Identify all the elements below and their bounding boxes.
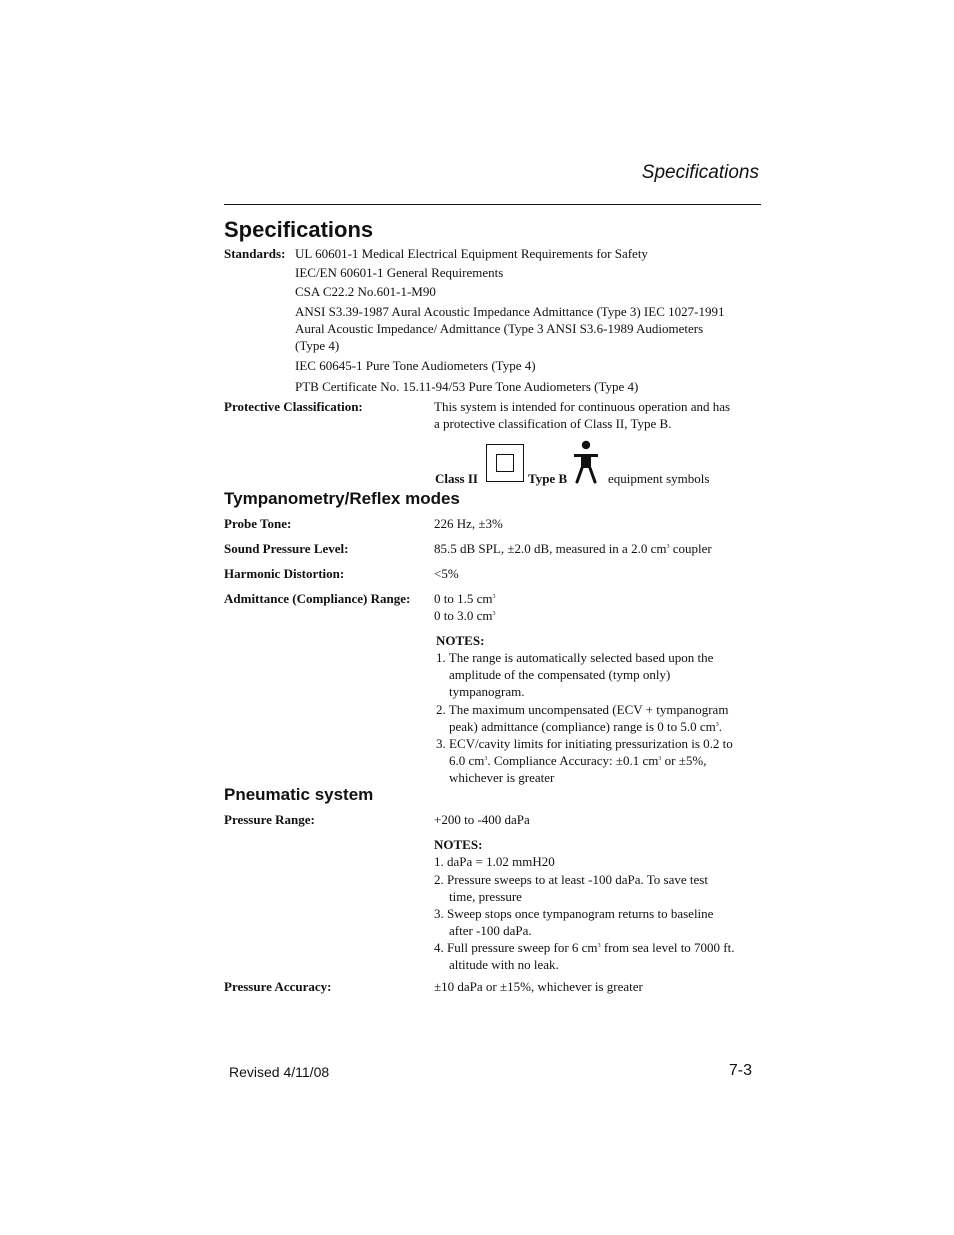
note-item: 3. Sweep stops once tympanogram returns to baseline bbox=[434, 906, 714, 921]
note-item: 2. The maximum uncompensated (ECV + tympanogram bbox=[436, 702, 729, 717]
page-number: 7-3 bbox=[728, 1062, 752, 1079]
standard-item: IEC/EN 60601-1 General Requirements bbox=[295, 265, 504, 280]
standard-item: CSA C22.2 No.601-1-M90 bbox=[295, 284, 436, 299]
note-item: after -100 daPa. bbox=[449, 923, 532, 938]
protective-text: This system is intended for continuous operation and has bbox=[434, 399, 731, 414]
note-item: amplitude of the compensated (tymp only) bbox=[449, 667, 671, 682]
pressure-accuracy-value: ±10 daPa or ±15%, whichever is greater bbox=[434, 979, 643, 994]
probe-tone-value: 226 Hz, ±3% bbox=[434, 516, 503, 531]
standard-item: UL 60601-1 Medical Electrical Equipment Requirements for Safety bbox=[295, 246, 648, 261]
class-ii-label: Class II bbox=[435, 471, 478, 486]
section-heading-tympanometry: Tympanometry/Reflex modes bbox=[224, 489, 460, 508]
probe-tone-label: Probe Tone: bbox=[224, 516, 292, 531]
spl-label: Sound Pressure Level: bbox=[224, 541, 349, 556]
standard-item: (Type 4) bbox=[295, 338, 340, 353]
running-head: Specifications bbox=[641, 162, 759, 183]
admittance-label: Admittance (Compliance) Range: bbox=[224, 591, 411, 606]
note-item: 3. ECV/cavity limits for initiating pressurization is 0.2 to bbox=[436, 736, 733, 751]
revision-date: Revised 4/11/08 bbox=[229, 1064, 330, 1080]
pressure-range-value: +200 to -400 daPa bbox=[434, 812, 530, 827]
admittance-value: 0 to 1.5 $cm^3$ bbox=[434, 591, 496, 606]
header-rule bbox=[224, 204, 761, 205]
note-item: whichever is greater bbox=[449, 770, 555, 785]
section-heading-pneumatic: Pneumatic system bbox=[224, 785, 374, 804]
standard-item: Aural Acoustic Impedance/ Admittance (Type 3 ANSI S3.6-1989 Audiometers bbox=[295, 321, 704, 336]
pressure-accuracy-label: Pressure Accuracy: bbox=[224, 979, 332, 994]
protective-label: Protective Classification: bbox=[224, 399, 363, 414]
note-item: peak) admittance (compliance) range is 0 to 5.0 $cm^3$. bbox=[449, 719, 723, 734]
double-square-icon bbox=[486, 444, 524, 482]
spl-value: 85.5 dB SPL, ±2.0 dB, measured in a 2.0 $cm^3$ coupler bbox=[434, 541, 712, 556]
standards-label: Standards: bbox=[224, 246, 286, 261]
body-figure-icon bbox=[570, 440, 602, 484]
note-item: 4. Full pressure sweep for 6 $cm^3$ from sea level to 7000 ft. bbox=[434, 940, 735, 955]
admittance-value: 0 to 3.0 $cm^3$ bbox=[434, 608, 496, 623]
notes-title: NOTES: bbox=[434, 837, 483, 852]
notes-title: NOTES: bbox=[436, 633, 485, 648]
note-item: 1. daPa = 1.02 mmH20 bbox=[434, 854, 555, 869]
note-item: tympanogram. bbox=[449, 684, 525, 699]
protective-text: a protective classification of Class II, Type B. bbox=[434, 416, 672, 431]
standard-item: PTB Certificate No. 15.11-94/53 Pure Tone Audiometers (Type 4) bbox=[295, 379, 639, 394]
symbols-caption: equipment symbols bbox=[608, 471, 710, 486]
standard-item: ANSI S3.39-1987 Aural Acoustic Impedance Admittance (Type 3) IEC 1027-1991 bbox=[295, 304, 725, 319]
pressure-range-label: Pressure Range: bbox=[224, 812, 315, 827]
note-item: time, pressure bbox=[449, 889, 522, 904]
note-item: 2. Pressure sweeps to at least -100 daPa. To save test bbox=[434, 872, 708, 887]
page-title: Specifications bbox=[224, 217, 374, 242]
type-b-label: Type B bbox=[528, 471, 568, 486]
note-item: 6.0 $cm^3$. Compliance Accuracy: ±0.1 $cm^3$ or ±5%, bbox=[449, 753, 707, 768]
harmonic-distortion-value: <5% bbox=[434, 566, 459, 581]
harmonic-distortion-label: Harmonic Distortion: bbox=[224, 566, 345, 581]
note-item: 1. The range is automatically selected based upon the bbox=[436, 650, 714, 665]
note-item: altitude with no leak. bbox=[449, 957, 559, 972]
standard-item: IEC 60645-1 Pure Tone Audiometers (Type 4) bbox=[295, 358, 536, 373]
